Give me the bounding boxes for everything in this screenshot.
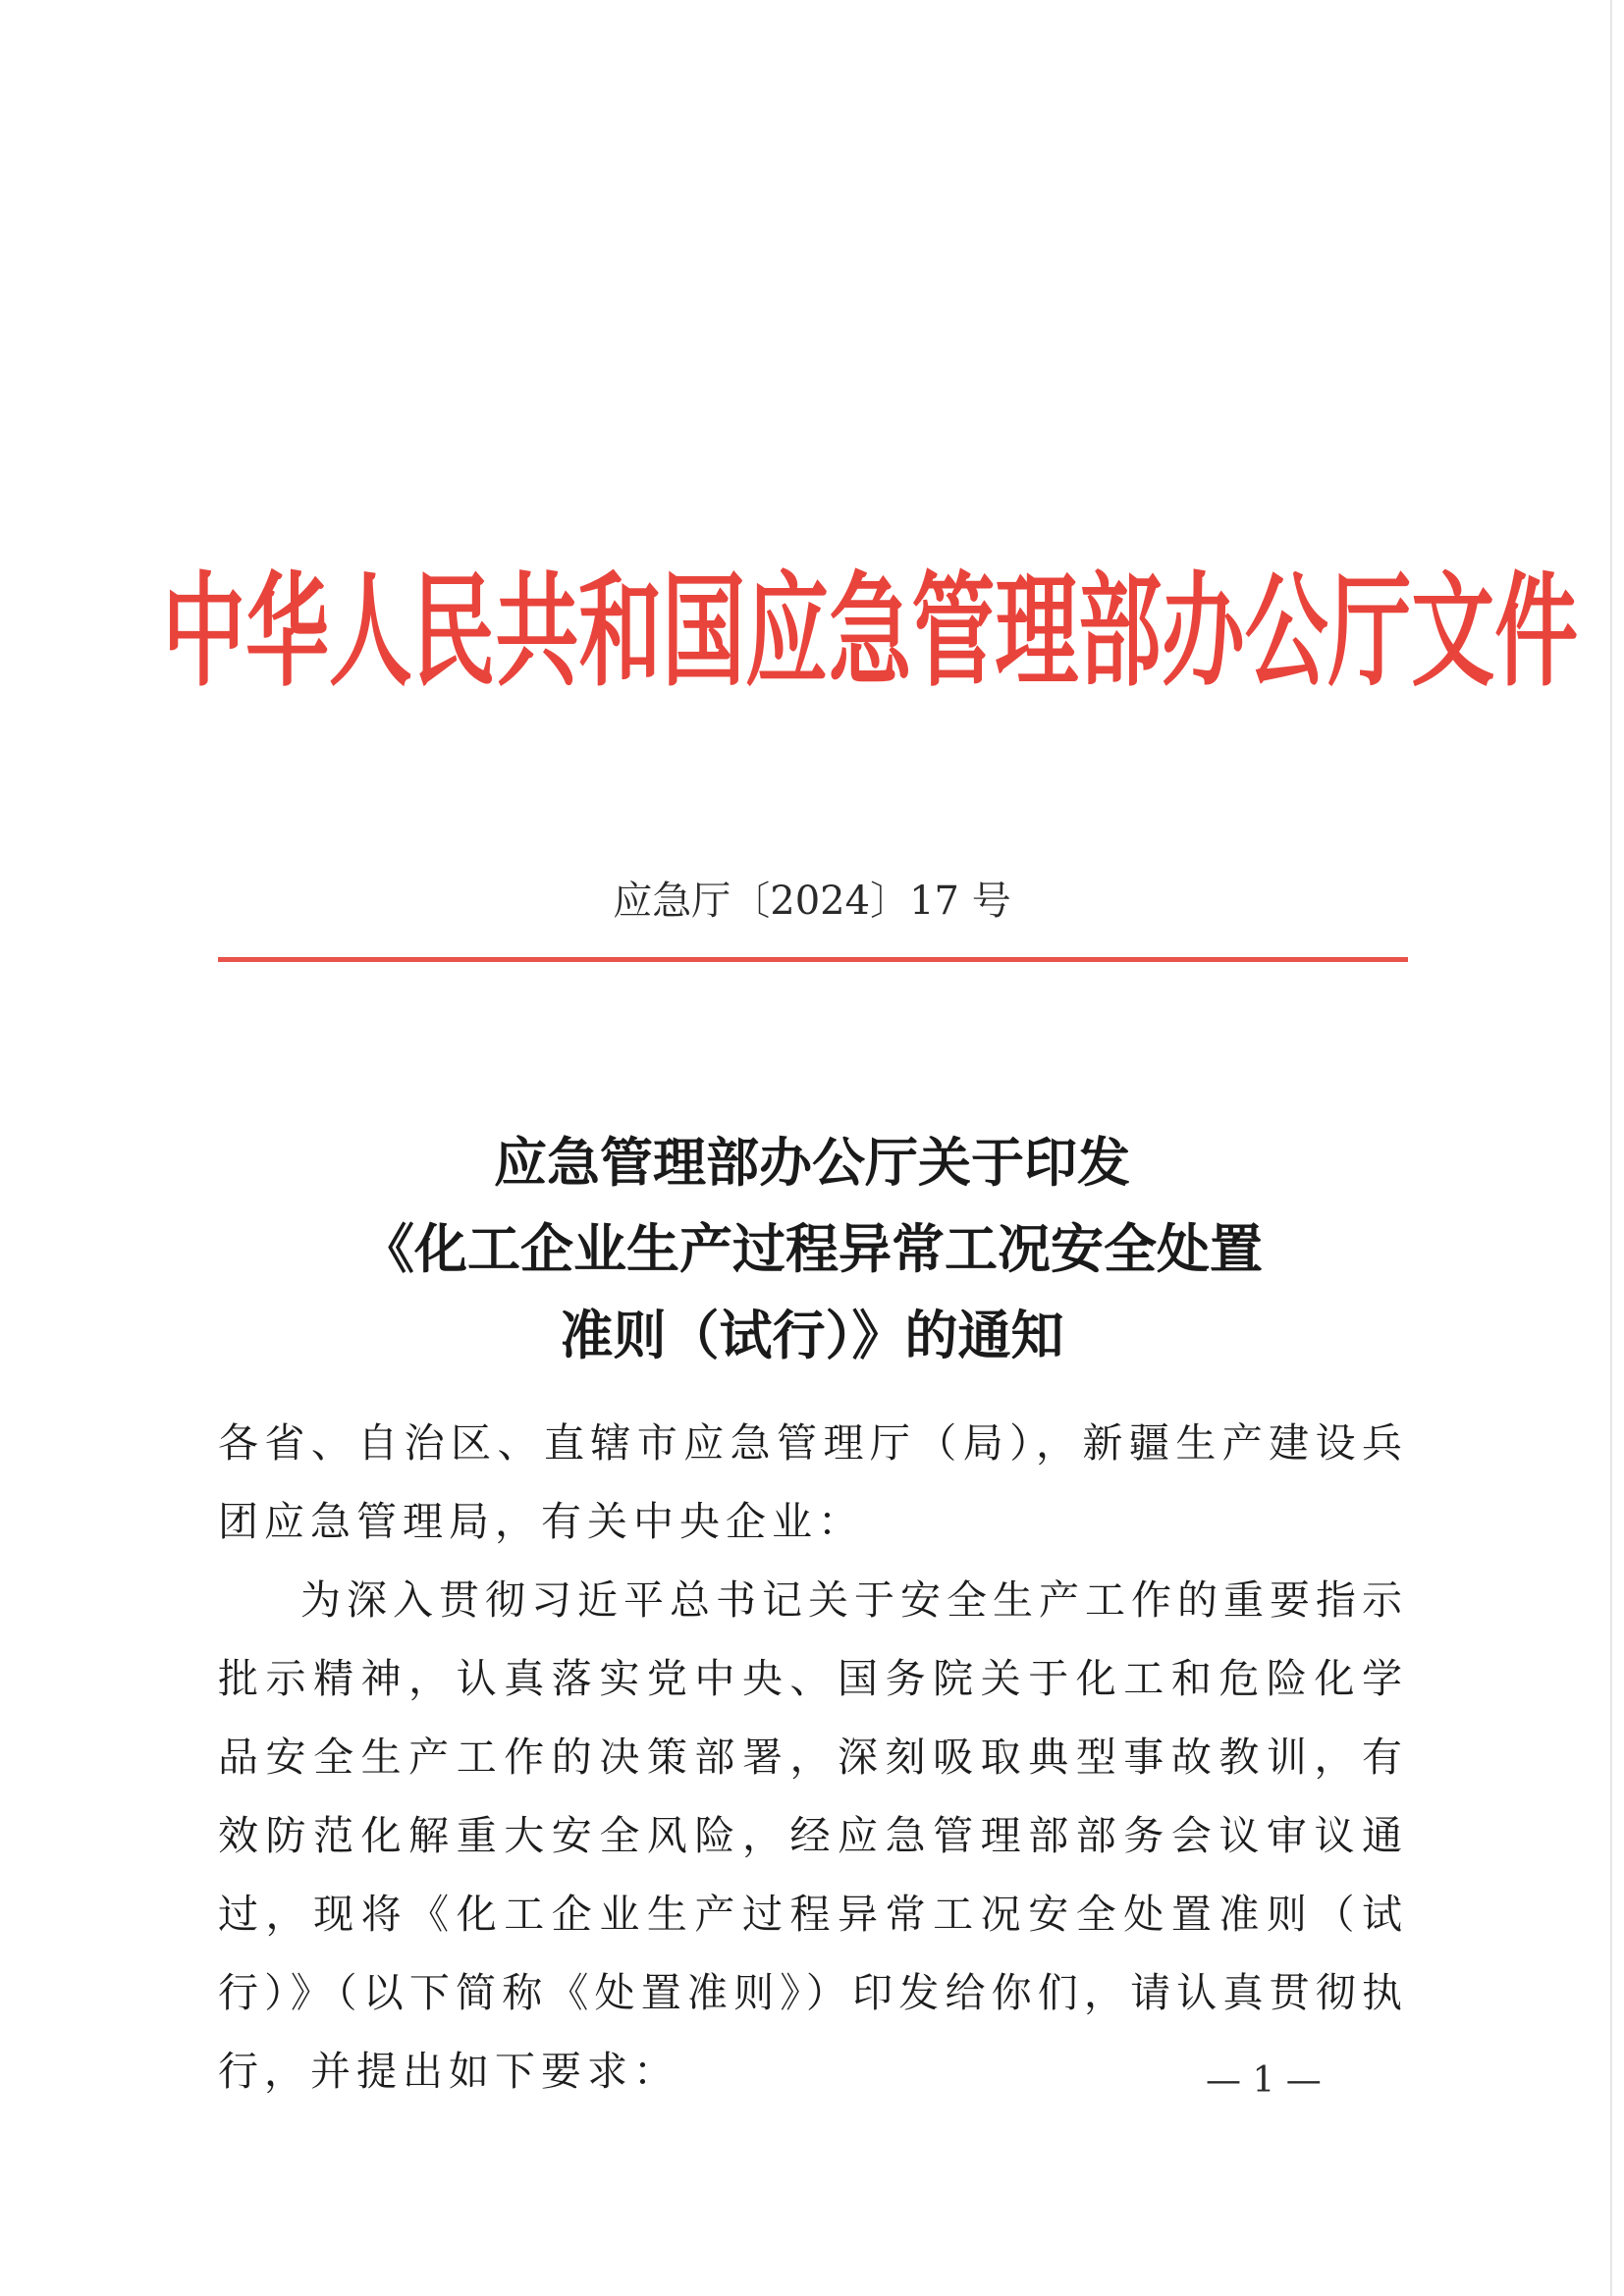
document-masthead: 中华人民共和国应急管理部办公厅文件	[162, 558, 1579, 703]
red-divider-line	[218, 957, 1408, 962]
document-body	[218, 1404, 1408, 2110]
title-line-1: 应急管理部办公厅关于印发	[494, 1131, 1130, 1194]
salutation: 各省、自治区、直辖市应急管理厅（局），新疆生产建设兵团应急管理局，有关中央企业：	[218, 1419, 1408, 1545]
title-line-2: 《化工企业生产过程异常工况安全处置	[361, 1217, 1263, 1280]
document-title	[0, 1119, 1624, 1378]
body-paragraph: 为深入贯彻习近平总书记关于安全生产工作的重要指示批示精神，认真落实党中央、国务院关于化工和危险化学品安全生产工作的决策部署，深刻吸取典型事故教训，有效防范化解重大安全风险，经应急管理部部务会议审议通过，现将《化工企业生产过程异常工况安全处置准则（试行）》（以下简称《处置准则》）印发给你们，请认真贯彻执行，并提出如下要求：	[218, 1576, 1408, 2095]
title-line-3: 准则（试行）》的通知	[560, 1304, 1064, 1366]
page-number: — 1 —	[1206, 2060, 1322, 2101]
document-number: 应急厅〔2024〕17 号	[613, 879, 1011, 924]
